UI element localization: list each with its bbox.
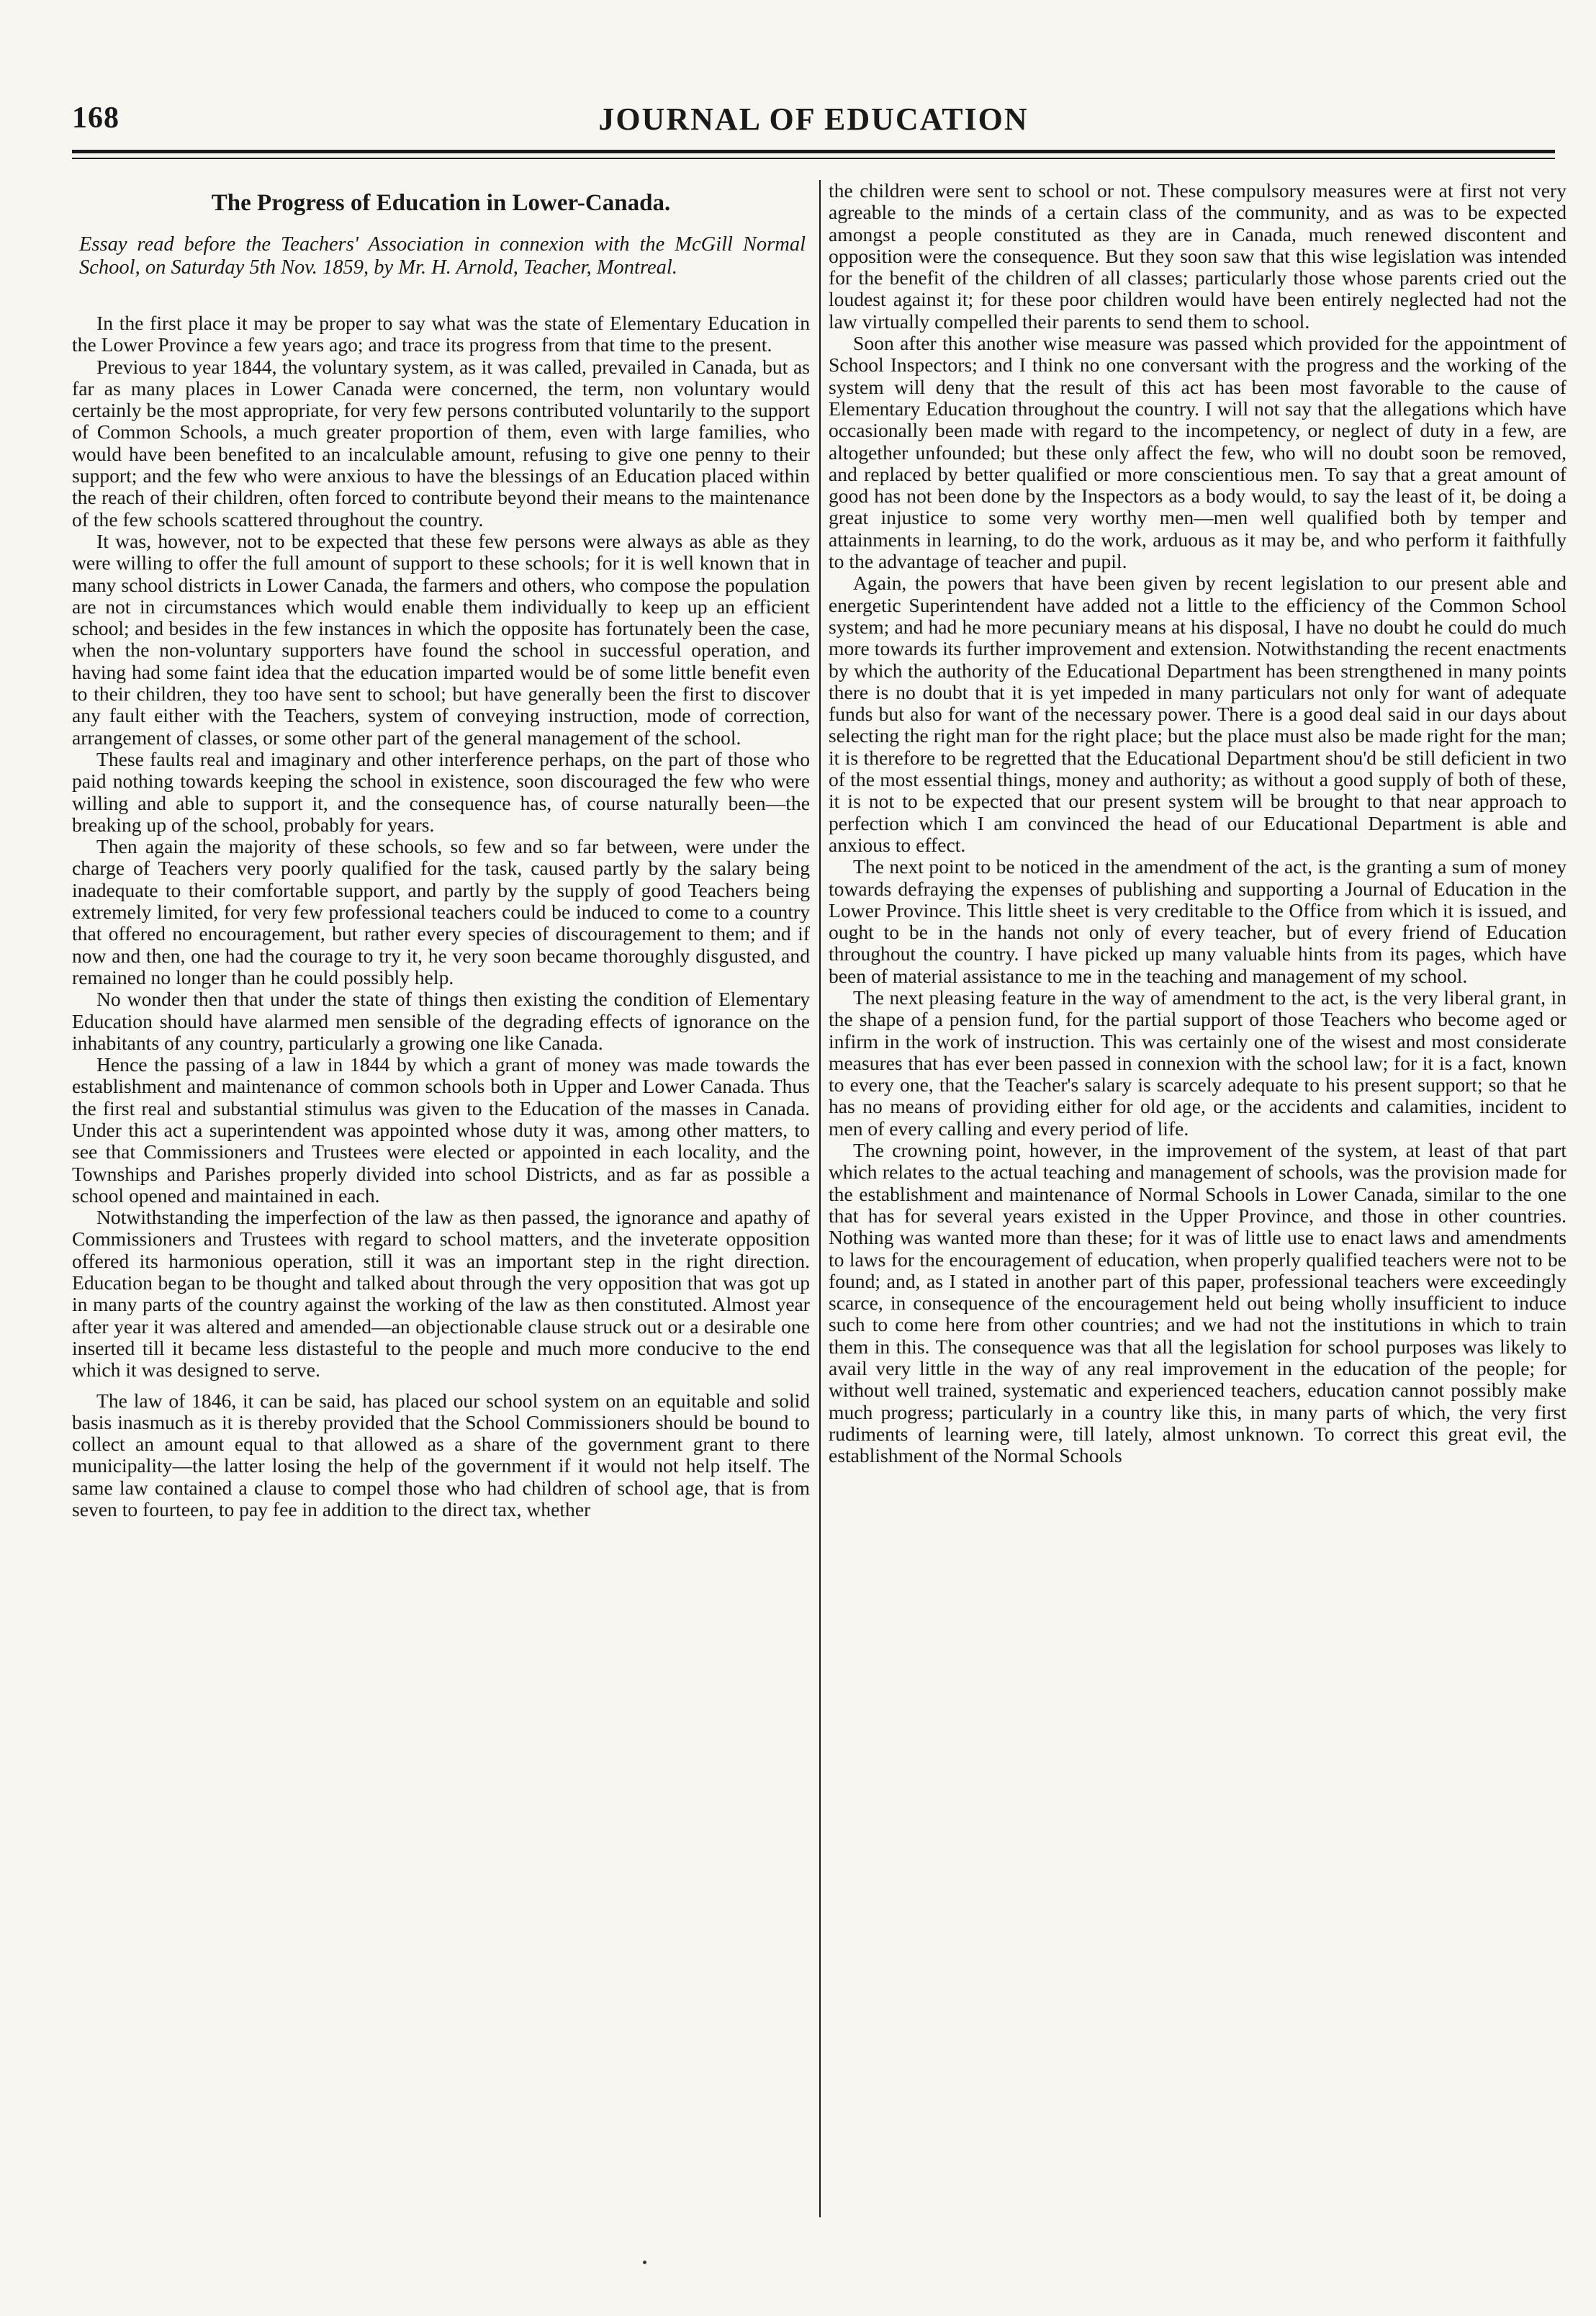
column-divider (819, 180, 821, 2217)
paragraph: Soon after this another wise measure was passed which provided for the appointment of School Inspectors; and I think no one conversant with the progress and the working of the system will deny that the result of this act has been most favorable to the cause of Elementary Education throughout the country. I will not say that the allegations which have occasionally been made with regard to the incompetency, or neglect of duty in a few, are altogether unfounded; but these only affect the few, who will no doubt soon be removed, and replaced by better qualified or more conscientious men. To say that a great amount of good has not been done by the Inspectors as a body would, to say the least of it, be doing a great injustice to some very worthy men—men well qualified both by temper and attainments in learning, to do the work, arduous as it may be, and who perform it faithfully to the advantage of teacher and pupil. (829, 332, 1566, 573)
paragraph: In the first place it may be proper to say what was the state of Elementary Education in the Lower Province a few years ago; and trace its progress from that time to the present. (72, 312, 810, 356)
page-header (72, 86, 1555, 144)
paragraph: These faults real and imaginary and other interference perhaps, on the part of those who paid nothing towards keeping the school in existence, soon discouraged the few who were willing and able to support it, and the consequence has, of course naturally been—the breaking up of the school, probably for years. (72, 747, 810, 836)
header-rule-thick (72, 150, 1555, 153)
paragraph: It was, however, not to be expected that these few persons were always as able as they were willing to offer the full amount of support to these schools; for it is well known that in many school districts in Lower Canada, the farmers and others, who compose the population are not in circumstances which would enable them individually to keep up an efficient school; and besides in the few instances in which the opposite has fortunately been the case, when the non-voluntary supporters have found the school in successful operation, and having had some faint idea that the education imparted would be of some little benefit even to their children, they too have sent to school; but have generally been the first to discover any fault either with the Teachers, system of conveying instruction, mode of correction, arrangement of classes, or some other part of the general management of the school. (72, 529, 810, 749)
page-dot (643, 2261, 646, 2264)
paragraph: The next point to be noticed in the amendment of the act, is the granting a sum of money towards defraying the expenses of publishing and supporting a Journal of Education in the Lower Province. This little sheet is very creditable to the Office from which it is issued, and ought to be in the hands not only of every teacher, but of every friend of Education throughout the country. I have picked up many valuable hints from its pages, which have been of material assistance to me in the teaching and management of my school. (829, 855, 1566, 987)
header-rule-thin (72, 158, 1555, 159)
article-byline: Essay read before the Teachers' Association in connexion with the McGill Normal School, on Saturday 5th Nov. 1859, by Mr. H. Arnold, Teacher, Montreal. (79, 233, 806, 279)
paragraph: Again, the powers that have been given by recent legislation to our present able and energetic Superintendent have added not a little to the efficiency of the Common School system; and had he more pecuniary means at his disposal, I have no doubt he could do much more towards its further improvement and extension. Notwithstanding the recent enactments by which the authority of the Educational Department has been strengthened in many points there is no doubt that it is yet impeded in many particulars not only for want of adequate funds but also for want of the necessary power. There is a good deal said in our days about selecting the right man for the right place; but the place must also be made right for the man; it is therefore to be regretted that the Educational Department shou'd be still deficient in two of the most essential things, money and authority; as without a good supply of both of these, it is not to be expected that our present system will be brought to that near approach to perfection which I am convinced the head of our Educational Department is able and anxious to effect. (829, 572, 1566, 856)
paragraph: The law of 1846, it can be said, has placed our school system on an equitable and solid basis inasmuch as it is thereby provided that the School Commissioners should be bound to collect an amount equal to that allowed as a share of the government grant to there municipality—the latter losing the help of the government if it would not help itself. The same law contained a clause to compel those who had children of school age, that is from seven to fourteen, to pay fee in addition to the direct tax, whether (72, 1389, 810, 1521)
paragraph: Previous to year 1844, the voluntary system, as it was called, prevailed in Canada, but as far as many places in Lower Canada were concerned, the term, non voluntary would certainly be the most appropriate, for very few persons contributed voluntarily to the support of Common Schools, a much greater proportion of them, even with large families, who would have been benefited to an incalculable amount, refusing to give one penny to their support; and the few who were anxious to have the blessings of an Education placed within the reach of their children, often forced to contribute beyond their means to the maintenance of the few schools scattered throughout the country. (72, 355, 810, 531)
paragraph: The crowning point, however, in the improvement of the system, at least of that part which relates to the actual teaching and management of schools, was the provision made for the establishment and maintenance of Normal Schools in Lower Canada, similar to the one that has for several years existed in the Upper Province, and those in other countries. Nothing was wanted more than these; for it was of little use to enact laws and amendments to laws for the encouragement of education, when properly qualified teachers were not to be found; and, as I stated in another part of this paper, professional teachers were exceedingly scarce, in consequence of the encouragement held out being wholly insufficient to induce such to come here from other countries; and we had not the institutions in which to train them in this. The consequence was that all the legislation for school purposes was likely to avail very little in the way of any real improvement in the education of the people; for without well trained, systematic and experienced teachers, education cannot possibly make much progress; particularly in a country like this, in many parts of which, the very first rudiments of learning were, till lately, almost unknown. To correct this great evil, the establishment of the Normal Schools (829, 1139, 1566, 1467)
article-title: The Progress of Education in Lower-Canada. (211, 190, 671, 216)
paragraph: The next pleasing feature in the way of amendment to the act, is the very liberal grant, in the shape of a pension fund, for the partial support of those Teachers who become aged or infirm in the work of instruction. This was certainly one of the wisest and most considerate measures that has ever been passed in connexion with the school law; for it is a fact, known to every one, that the Teacher's salary is scarcely adequate to his present support; so that he has no means of providing either for old age, or the accidents and calamities, incident to men of every calling and every period of life. (829, 986, 1566, 1140)
paragraph: the children were sent to school or not. These compulsory measures were at first not very agreable to the minds of a certain class of the community, and as was to be expected amongst a people constituted as they are in Canada, much renewed discontent and opposition were the consequence. But they soon saw that this wise legislation was intended for the benefit of the children of all classes; particularly those whose parents cried out the loudest against it; for these poor children would have been entirely neglected had not the law virtually compelled their parents to send them to school. (829, 180, 1566, 333)
left-column (72, 180, 810, 2217)
running-title: JOURNAL OF EDUCATION (598, 102, 1029, 137)
paragraph: Then again the majority of these schools, so few and so far between, were under the charge of Teachers very poorly qualified for the task, caused partly by the salary being inadequate to their comfortable support, and partly by the supply of good Teachers being extremely limited, for very few professional teachers could be induced to come to a country that offered no encouragement, but rather every species of discouragement to them; and if now and then, one had the courage to try it, he very soon became thoroughly disgusted, and remained no longer than he could possibly help. (72, 835, 810, 988)
right-column (829, 180, 1566, 2217)
paragraph: Hence the passing of a law in 1844 by which a grant of money was made towards the establishment and maintenance of common schools both in Upper and Lower Canada. Thus the first real and substantial stimulus was given to the Education of the masses in Canada. Under this act a superintendent was appointed whose duty it was, among other matters, to see that Commissioners and Trustees were elected or appointed in each locality, and the Townships and Parishes properly divided into school Districts, and as far as possible a school opened and maintained in each. (72, 1053, 810, 1207)
page-number: 168 (72, 102, 120, 135)
paragraph: Notwithstanding the imperfection of the law as then passed, the ignorance and apathy of Commissioners and Trustees with regard to school matters, and the inveterate opposition offered its harmonious operation, still it was an important step in the right direction. Education began to be thought and talked about through the very opposition that was got up in many parts of the country against the working of the law as then constituted. Almost year after year it was altered and amended—an objectionable clause struck out or a desirable one inserted till it became less distasteful to the people and much more conducive to the end which it was designed to serve. (72, 1206, 810, 1382)
paragraph: No wonder then that under the state of things then existing the condition of Elementary Education should have alarmed men sensible of the degrading effects of ignorance on the inhabitants of any country, particularly a growing one like Canada. (72, 988, 810, 1054)
article-columns (72, 180, 1566, 2217)
